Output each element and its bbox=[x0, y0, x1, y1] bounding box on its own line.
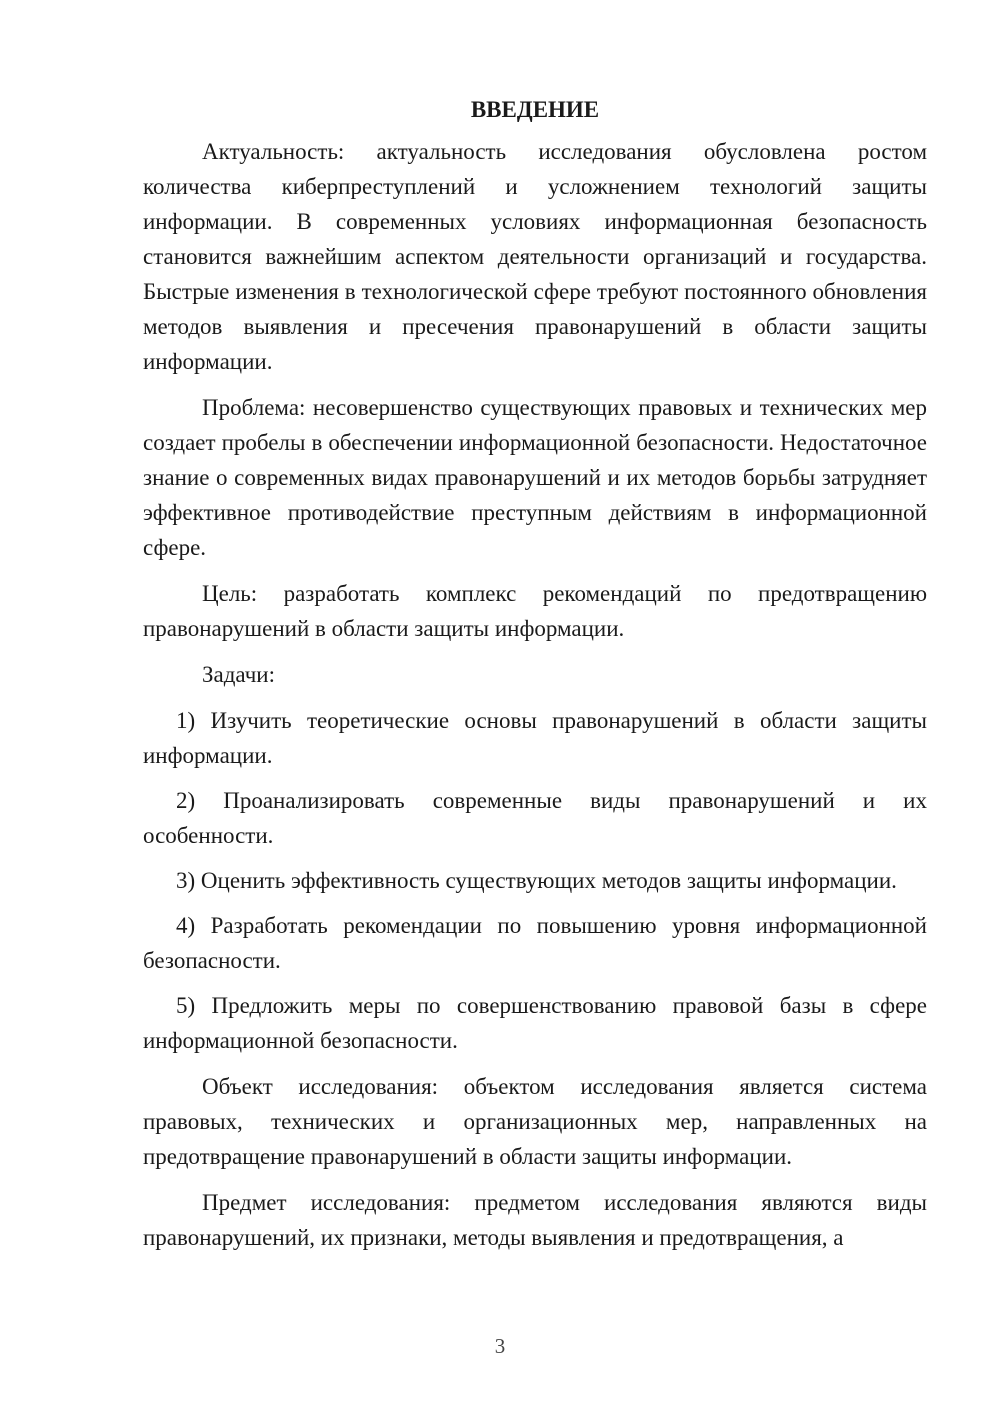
page-number: 3 bbox=[494, 1334, 506, 1358]
paragraph-relevance: Актуальность: актуальность исследования обусловлена ростом количества киберпреступлений и усложнением технологий защиты информации. В современных условиях информационная безопасность становится важнейшим аспектом деятельности организаций и государства. Быстрые изменения в технологической сфере требуют постоянного обновления методов выявления и пресечения правонарушений в области защиты информации. bbox=[143, 139, 927, 374]
document-page bbox=[143, 92, 927, 1255]
paragraph-object: Объект исследования: объектом исследования является система правовых, технических и организационных мер, направленных на предотвращение правонарушений в области защиты информации. bbox=[143, 1074, 927, 1169]
list-item: 2) Проанализировать современные виды правонарушений и их особенности. bbox=[143, 788, 927, 848]
paragraph-tasks-heading: Задачи: bbox=[202, 662, 275, 687]
list-item: 5) Предложить меры по совершенствованию правовой базы в сфере информационной безопасности. bbox=[143, 993, 927, 1053]
tasks-list bbox=[143, 703, 927, 1058]
paragraph-goal: Цель: разработать комплекс рекомендаций по предотвращению правонарушений в области защиты информации. bbox=[143, 581, 927, 641]
paragraph-subject: Предмет исследования: предметом исследования являются виды правонарушений, их признаки, методы выявления и предотвращения, а bbox=[143, 1190, 927, 1250]
list-item: 4) Разработать рекомендации по повышению уровня информационной безопасности. bbox=[143, 913, 927, 973]
list-item: 3) Оценить эффективность существующих методов защиты информации. bbox=[176, 868, 897, 893]
list-item: 1) Изучить теоретические основы правонарушений в области защиты информации. bbox=[143, 708, 927, 768]
paragraph-problem: Проблема: несовершенство существующих правовых и технических мер создает пробелы в обеспечении информационной безопасности. Недостаточное знание о современных видах правонарушений и их методов борьбы затрудняет эффективное противодействие преступным действиям в информационной сфере. bbox=[143, 395, 927, 560]
section-title: ВВЕДЕНИЕ bbox=[470, 97, 600, 122]
